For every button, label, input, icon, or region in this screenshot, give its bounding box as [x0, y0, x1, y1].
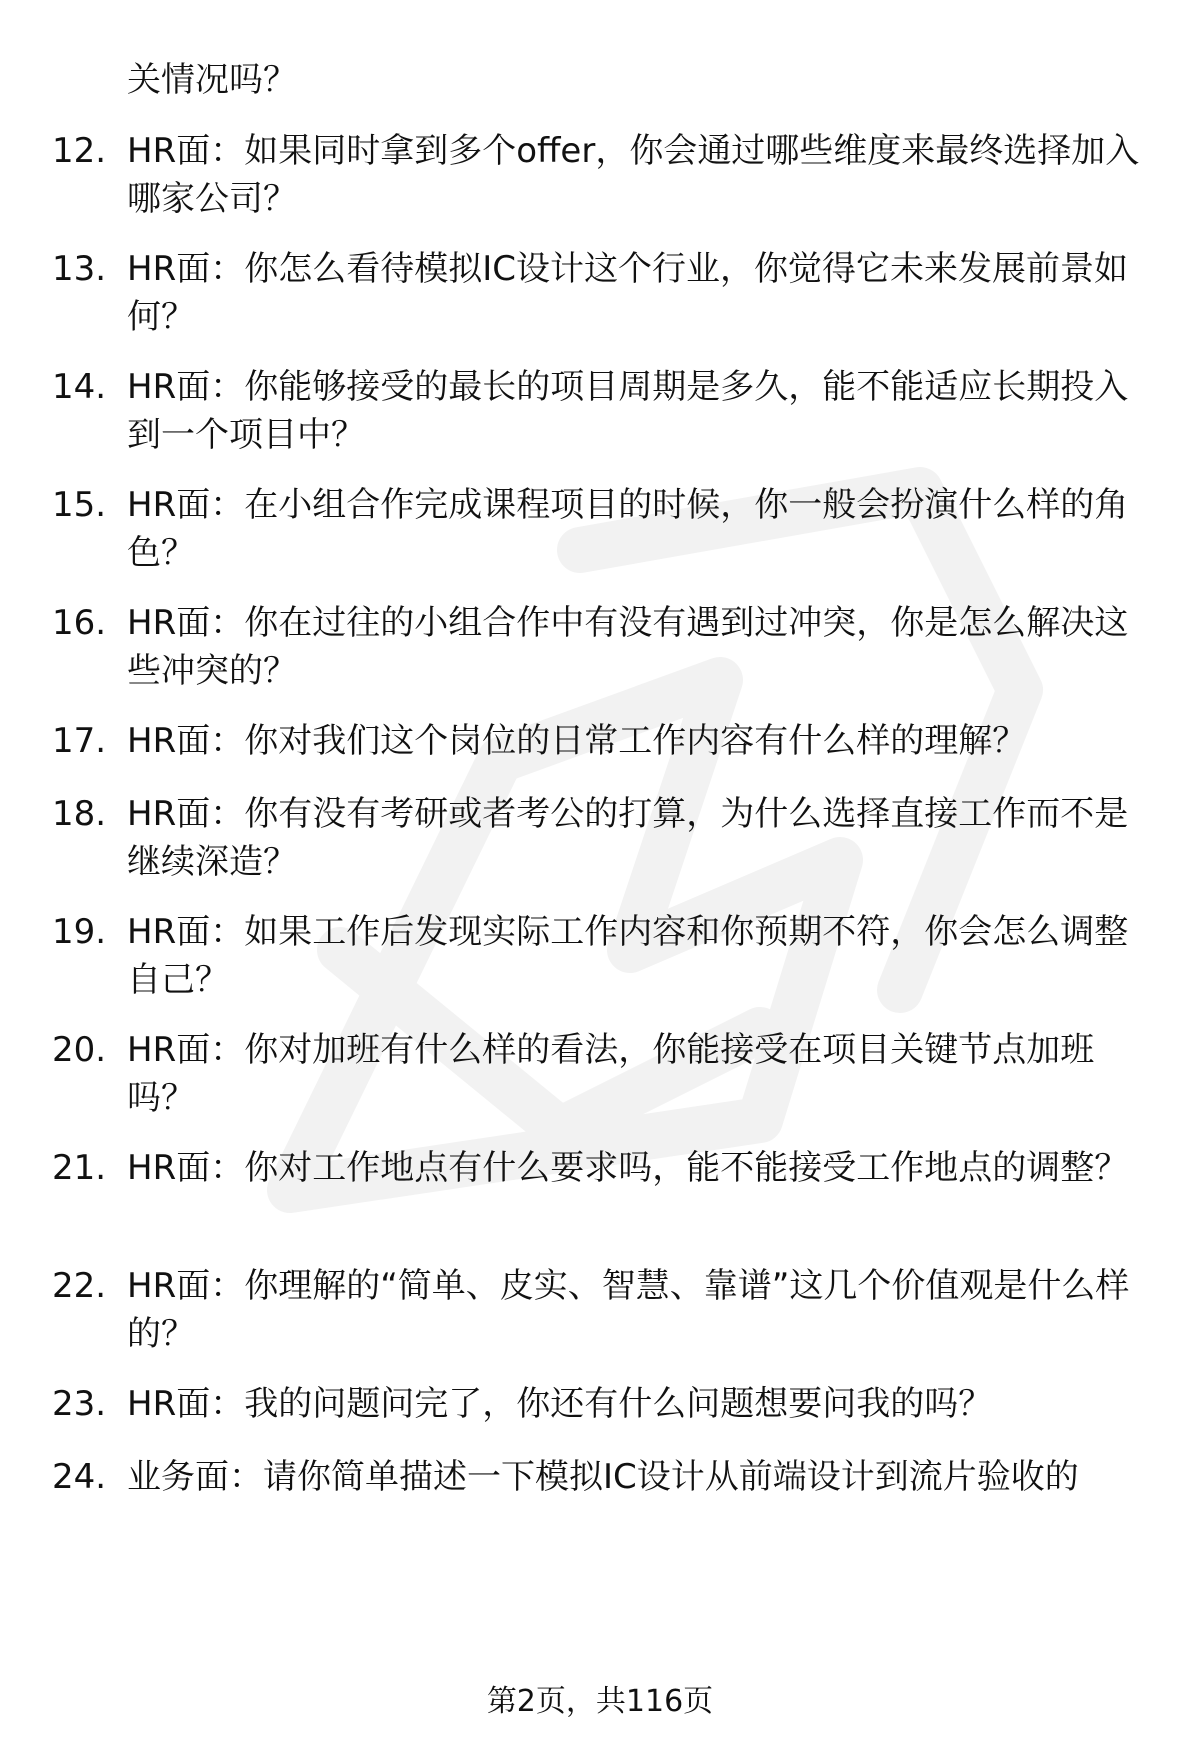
item-number: 23. [52, 1384, 107, 1424]
item-number: 18. [52, 794, 107, 834]
item-text: HR面：你对加班有什么样的看法，你能接受在项目关键节点加班吗？ [127, 1030, 1095, 1118]
item-text: HR面：如果同时拿到多个offer，你会通过哪些维度来最终选择加入哪家公司？ [127, 131, 1140, 219]
item-text: HR面：我的问题问完了，你还有什么问题想要问我的吗？ [127, 1384, 993, 1424]
item-number: 14. [52, 367, 107, 407]
item-text: HR面：你有没有考研或者考公的打算，为什么选择直接工作而不是继续深造？ [127, 794, 1129, 882]
item-text: HR面：你在过往的小组合作中有没有遇到过冲突，你是怎么解决这些冲突的？ [127, 603, 1129, 691]
item-number: 12. [52, 131, 107, 171]
item-text: HR面：在小组合作完成课程项目的时候，你一般会扮演什么样的角色？ [127, 485, 1129, 573]
item-number: 24. [52, 1457, 107, 1497]
item-number: 17. [52, 721, 107, 761]
item-text: 业务面：请你简单描述一下模拟IC设计从前端设计到流片验收的 [127, 1457, 1079, 1497]
page-footer: 第2页，共116页 [486, 1684, 714, 1719]
item-number: 19. [52, 912, 107, 952]
item-text: HR面：你对工作地点有什么要求吗，能不能接受工作地点的调整？ [127, 1148, 1129, 1188]
item-number: 21. [52, 1148, 107, 1188]
item-text: HR面：如果工作后发现实际工作内容和你预期不符，你会怎么调整自己？ [127, 912, 1129, 1000]
item-text: HR面：你对我们这个岗位的日常工作内容有什么样的理解？ [127, 721, 1027, 761]
item-text: HR面：你理解的“简单、皮实、智慧、靠谱”这几个价值观是什么样的？ [127, 1266, 1130, 1354]
item-number: 13. [52, 249, 107, 289]
item-number: 16. [52, 603, 107, 643]
item-number: 15. [52, 485, 107, 525]
item-number: 20. [52, 1030, 107, 1070]
continuation-text: 关情况吗？ [127, 60, 297, 100]
item-text: HR面：你怎么看待模拟IC设计这个行业，你觉得它未来发展前景如何？ [127, 249, 1128, 337]
item-number: 22. [52, 1266, 107, 1306]
item-text: HR面：你能够接受的最长的项目周期是多久，能不能适应长期投入到一个项目中？ [127, 367, 1129, 455]
